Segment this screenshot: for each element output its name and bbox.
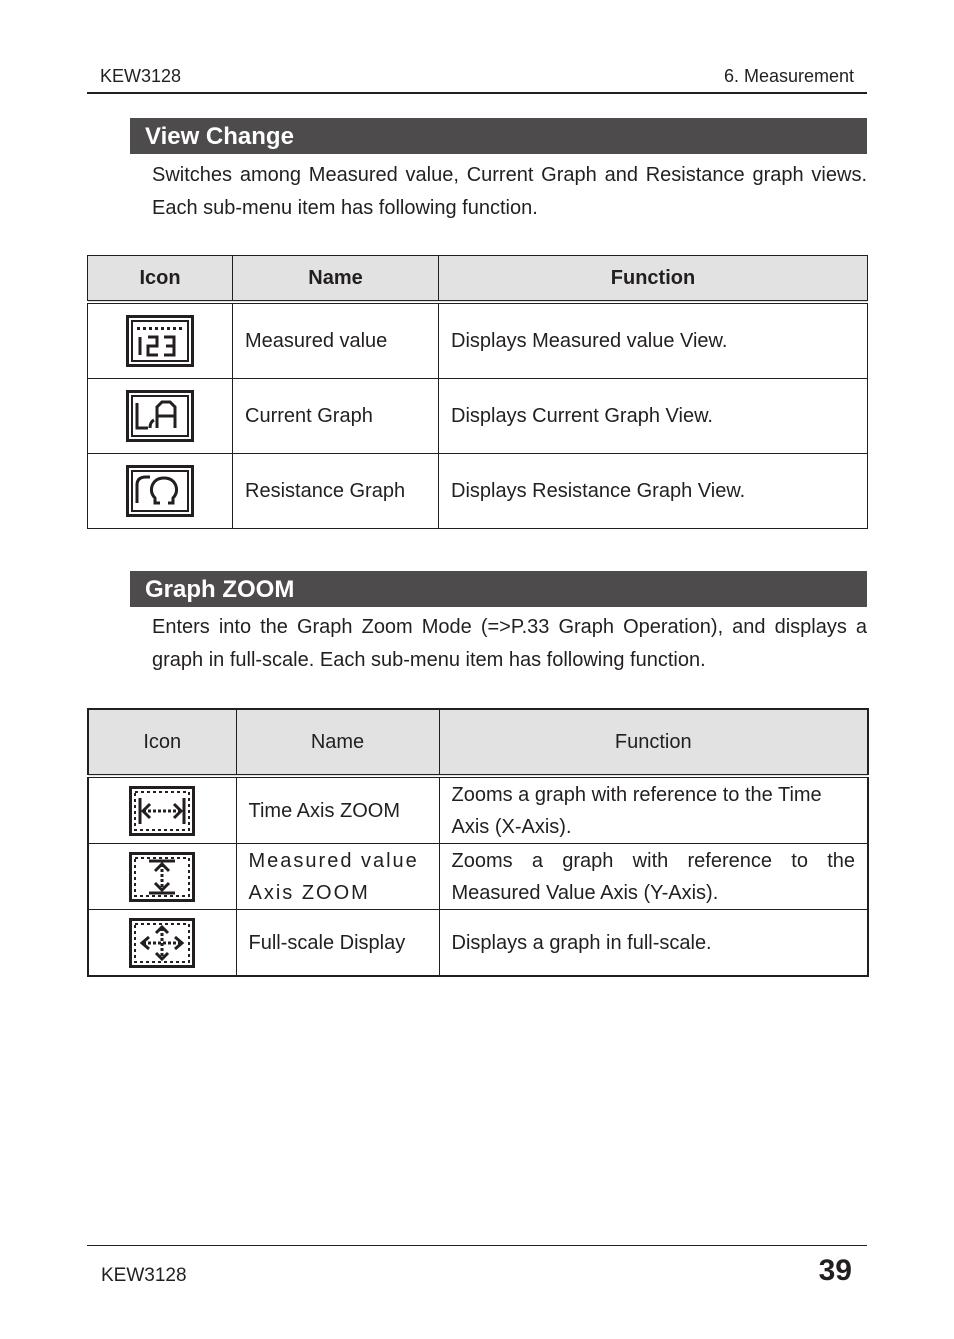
header-section: 6. Measurement (723, 66, 854, 86)
row-name: Current Graph (233, 379, 439, 454)
view-change-heading: View Change (130, 118, 867, 154)
row-name: Measured value (233, 302, 439, 379)
row-function: Displays Current Graph View. (439, 379, 868, 454)
value-axis-zoom-icon (129, 852, 195, 902)
footer-divider (87, 1245, 867, 1246)
graph-zoom-heading: Graph ZOOM (130, 571, 867, 607)
column-header-name: Name (236, 709, 439, 776)
row-function: Zooms a graph with reference to the Measured Value Axis (Y-Axis). (439, 844, 868, 910)
row-name: Time Axis ZOOM (236, 776, 439, 844)
current-graph-la-icon (126, 390, 194, 442)
header-model: KEW3128 (100, 66, 182, 86)
header-divider (87, 92, 867, 94)
column-header-function: Function (439, 709, 868, 776)
graph-zoom-intro: Enters into the Graph Zoom Mode (=>P.33 Graph Operation), and displays a graph in full-scale. Each sub-menu item has following function. (152, 616, 867, 671)
column-header-icon: Icon (88, 709, 236, 776)
view-change-table (87, 255, 868, 529)
graph-zoom-table (87, 708, 869, 977)
time-axis-zoom-icon (129, 786, 195, 836)
full-scale-display-icon (129, 918, 195, 968)
view-change-intro: Switches among Measured value, Current Graph and Resistance graph views. Each sub-menu item has following function. (152, 164, 867, 219)
row-function: Displays Resistance Graph View. (439, 454, 868, 529)
table-row (88, 454, 868, 529)
table-row (88, 302, 868, 379)
table-header-row (88, 709, 868, 776)
row-name: Full-scale Display (236, 910, 439, 977)
column-header-function: Function (439, 256, 868, 303)
table-header-row (88, 256, 868, 303)
row-function: Displays Measured value View. (439, 302, 868, 379)
column-header-icon: Icon (88, 256, 233, 303)
table-row (88, 910, 868, 977)
table-row (88, 844, 868, 910)
row-function: Zooms a graph with reference to the Time Axis (X-Axis). (439, 776, 868, 844)
measured-value-123-icon (126, 315, 194, 367)
page-number: 39 (818, 1254, 852, 1287)
resistance-graph-omega-icon (126, 465, 194, 517)
table-row (88, 776, 868, 844)
column-header-name: Name (233, 256, 439, 303)
row-function: Displays a graph in full-scale. (439, 910, 868, 977)
footer-model: KEW3128 (101, 1265, 187, 1286)
table-row (88, 379, 868, 454)
row-name: Resistance Graph (233, 454, 439, 529)
row-name: Measured value Axis ZOOM (236, 844, 439, 910)
